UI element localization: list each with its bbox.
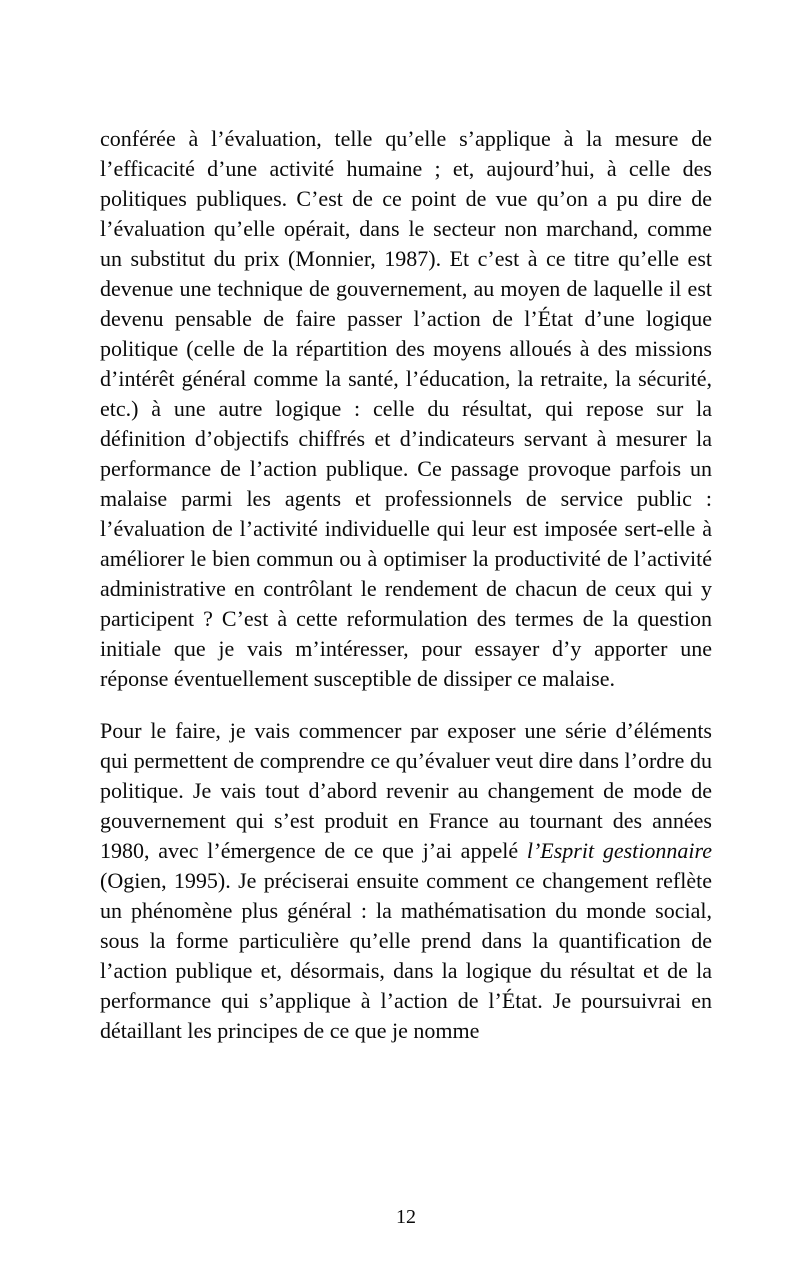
paragraph-2-italic-phrase: l’Esprit gestionnaire [526,838,712,863]
page-number: 12 [396,1206,416,1228]
paragraph-2-text-after-italic: (Ogien, 1995). Je préciserai ensuite comment ce changement reflète un phénomène plus général : la mathématisation du monde social, sous la forme particulière qu’elle prend dans la quantification de l’action publique et, désormais, dans la logique du résultat et de la performance qui s’applique à l’action de l’État. Je poursuivrai en détaillant les principes de ce que je nomme [100,868,712,1043]
paragraph-1 [100,124,712,694]
paragraph-2 [100,716,712,1046]
paragraph-2-text-before-italic: Pour le faire, je vais commencer par exposer une série d’éléments qui permettent de comprendre ce qu’évaluer veut dire dans l’ordre du politique. Je vais tout d’abord revenir au changement de mode de gouvernement qui s’est produit en France au tournant des années 1980, avec l’émergence de ce que j’ai appelé [100,718,712,863]
body-text [100,124,712,1046]
paragraph-1-text: conférée à l’évaluation, telle qu’elle s’applique à la mesure de l’efficacité d’une activité humaine ; et, aujourd’hui, à celle des politiques publiques. C’est de ce point de vue qu’on a pu dire de l’évaluation qu’elle opérait, dans le secteur non marchand, comme un substitut du prix (Monnier, 1987). Et c’est à ce titre qu’elle est devenue une technique de gouvernement, au moyen de laquelle il est devenu pensable de faire passer l’action de l’État d’une logique politique (celle de la répartition des moyens alloués à des missions d’intérêt général comme la santé, l’éducation, la retraite, la sécurité, etc.) à une autre logique : celle du résultat, qui repose sur la définition d’objectifs chiffrés et d’indicateurs servant à mesurer la performance de l’action publique. Ce passage provoque parfois un malaise parmi les agents et professionnels de service public : l’évaluation de l’activité individuelle qui leur est imposée sert-elle à améliorer le bien commun ou à optimiser la productivité de l’activité administrative en contrôlant le rendement de chacun de ceux qui y participent ? C’est à cette reformulation des termes de la question initiale que je vais m’intéresser, pour essayer d’y apporter une réponse éventuellement susceptible de dissiper ce malaise. [100,126,712,691]
